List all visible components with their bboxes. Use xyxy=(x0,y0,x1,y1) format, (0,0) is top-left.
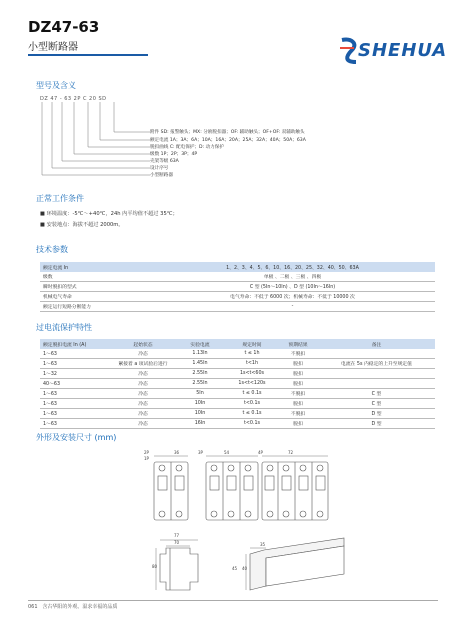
tech-cell: - xyxy=(150,302,435,312)
dim-label: 40 xyxy=(242,566,248,571)
overcurrent-table xyxy=(40,339,435,429)
tech-cell: 机械电气寿命 xyxy=(40,292,150,302)
oc-col-header: 额定脱扣电流 In (A) xyxy=(40,339,112,349)
dim-label: 80 xyxy=(152,564,158,569)
oc-cell: t<0.1s xyxy=(226,419,278,429)
dim-label: 4P xyxy=(258,450,263,455)
oc-cell: C 型 xyxy=(318,389,435,399)
dim-label: 45 xyxy=(232,566,238,571)
condition-text-altitude: 安装地点：海拔不超过 2000m。 xyxy=(46,222,124,228)
table-row xyxy=(40,409,435,419)
oc-cell: 5In xyxy=(174,389,226,399)
oc-cell: 2.55In xyxy=(174,379,226,389)
oc-cell: 1～63 xyxy=(40,399,112,409)
oc-cell: 不脱扣 xyxy=(278,409,318,419)
tech-table-header xyxy=(40,262,435,272)
oc-cell: 不脱扣 xyxy=(278,349,318,359)
oc-cell: 脱扣 xyxy=(278,359,318,369)
oc-cell: 1～63 xyxy=(40,349,112,359)
oc-cell: C 型 xyxy=(318,399,435,409)
oc-cell: 脱扣 xyxy=(278,419,318,429)
oc-col-header: 实验电流 xyxy=(174,339,226,349)
oc-cell: 10In xyxy=(174,409,226,419)
table-row xyxy=(40,359,435,369)
dim-label: 3P xyxy=(198,450,203,455)
tech-cell: C 型 (5In～10In) 、D 型 (10In～16In) xyxy=(150,282,435,292)
logo-text: SHEHUA xyxy=(358,40,448,61)
page-footer xyxy=(28,603,117,610)
oc-cell: 冷态 xyxy=(112,349,174,359)
din-rail-drawing xyxy=(228,530,348,596)
side-view-drawing xyxy=(150,532,210,594)
oc-cell: 脱扣 xyxy=(278,379,318,389)
section-heading-model: 型号及含义 xyxy=(36,81,76,90)
tech-cell: 级数 xyxy=(40,272,150,282)
tech-header-label: 额定电流 In xyxy=(40,262,150,272)
code-desc-trip-curve: 脱扣曲线 C: 配电保护；D: 动力保护 xyxy=(150,145,224,150)
oc-cell: 10In xyxy=(174,399,226,409)
oc-cell: 1.45In xyxy=(174,359,226,369)
table-row xyxy=(40,389,435,399)
oc-cell: D 型 xyxy=(318,419,435,429)
table-row xyxy=(40,369,435,379)
oc-cell: 脱扣 xyxy=(278,369,318,379)
oc-cell: 冷态 xyxy=(112,419,174,429)
table-row xyxy=(40,349,435,359)
code-desc-poles: 级数 1P；2P；3P；4P xyxy=(150,152,198,157)
dim-label: 36 xyxy=(174,450,180,455)
oc-cell: 脱扣 xyxy=(278,399,318,409)
table-row xyxy=(40,302,435,312)
oc-cell: 冷态 xyxy=(112,409,174,419)
front-view-drawings xyxy=(140,448,330,524)
code-desc-design-no: 设计序号 xyxy=(150,166,169,171)
oc-cell: 冷态 xyxy=(112,379,174,389)
section-heading-tech: 技术参数 xyxy=(36,245,68,254)
table-row xyxy=(40,292,435,302)
oc-cell: 1～63 xyxy=(40,359,112,369)
oc-cell xyxy=(318,379,435,389)
model-code-leader-lines xyxy=(40,102,152,178)
oc-cell: 冷态 xyxy=(112,389,174,399)
oc-cell: 冷态 xyxy=(112,369,174,379)
oc-cell: t ≤ 0.1s xyxy=(226,409,278,419)
tech-cell: 电气寿命：不低于 6000 次；机械寿命：不低于 10000 次 xyxy=(150,292,435,302)
title-rule xyxy=(28,54,148,56)
oc-cell xyxy=(318,349,435,359)
oc-cell: 16In xyxy=(174,419,226,429)
dim-label: 70 xyxy=(174,540,180,545)
dim-label: 2P xyxy=(144,450,149,455)
dim-label: 1P xyxy=(144,456,149,461)
condition-text-temp: 环境温度：-5℃～+40℃，24h 内平均值不超过 35℃； xyxy=(46,211,178,217)
code-desc-rated-current: 额定电流 1A；3A；6A；10A；16A；20A；25A；32A；40A；50A；63A xyxy=(150,138,306,143)
page-subtitle: 小型断路器 xyxy=(28,42,78,53)
oc-cell: t ≤ 1h xyxy=(226,349,278,359)
tech-table xyxy=(40,262,435,312)
oc-cell: 1～63 xyxy=(40,389,112,399)
tech-header-value: 1、2、3、4、5、6、10、16、20、25、32、40、50、63A xyxy=(150,262,435,272)
code-desc-accessory: 附件 SD: 报警触头；MX: 分励脱扣器；OF: 辅助触头；OF+OF: 双辅助触头 xyxy=(150,130,305,135)
dim-label: 77 xyxy=(174,533,180,538)
footer-rule xyxy=(28,600,438,601)
condition-item: ■ 安装地点：海拔不超过 2000m。 xyxy=(40,222,124,228)
section-heading-dimensions: 外形及安装尺寸 (mm) xyxy=(36,433,117,442)
oc-col-header: 起始状态 xyxy=(112,339,174,349)
oc-cell xyxy=(318,369,435,379)
table-row xyxy=(40,282,435,292)
oc-cell: t<0.1s xyxy=(226,399,278,409)
oc-cell: 1～63 xyxy=(40,409,112,419)
code-desc-frame: 壳架等级 63A xyxy=(150,159,179,164)
model-code: DZ 47 - 63 2P C 20 SD xyxy=(40,96,107,102)
tech-cell: 瞬时脱扣的型式 xyxy=(40,282,150,292)
oc-cell: 40～63 xyxy=(40,379,112,389)
page-number: 061 xyxy=(28,604,38,610)
dim-label: 54 xyxy=(224,450,230,455)
tech-cell: 额定运行短路分断能力 xyxy=(40,302,150,312)
section-heading-conditions: 正常工作条件 xyxy=(36,194,84,203)
oc-cell: t ≤ 0.1s xyxy=(226,389,278,399)
oc-cell: t<1h xyxy=(226,359,278,369)
oc-cell: 1～32 xyxy=(40,369,112,379)
table-row xyxy=(40,272,435,282)
dim-label: 35 xyxy=(260,542,266,547)
dim-label: 72 xyxy=(288,450,294,455)
overcurrent-table-header xyxy=(40,339,435,349)
oc-cell: 不脱扣 xyxy=(278,389,318,399)
oc-col-header: 备注 xyxy=(318,339,435,349)
oc-cell: 1.13In xyxy=(174,349,226,359)
oc-cell: 1s<t<120s xyxy=(226,379,278,389)
tech-cell: 单极 、二极 、三极 、四极 xyxy=(150,272,435,282)
oc-cell: 冷态 xyxy=(112,399,174,409)
oc-cell: 紧接着 a 项试验后进行 xyxy=(112,359,174,369)
table-row xyxy=(40,399,435,409)
page-title: DZ47-63 xyxy=(28,18,100,36)
oc-col-header: 规定时间 xyxy=(226,339,278,349)
oc-col-header: 预期结果 xyxy=(278,339,318,349)
table-row xyxy=(40,419,435,429)
table-row xyxy=(40,379,435,389)
oc-cell: 2.55In xyxy=(174,369,226,379)
oc-cell: 1s<t<60s xyxy=(226,369,278,379)
oc-cell: 1～63 xyxy=(40,419,112,429)
section-heading-overcurrent: 过电流保护特性 xyxy=(36,323,92,332)
oc-cell: D 型 xyxy=(318,409,435,419)
brand-logo xyxy=(338,34,448,70)
code-desc-product: 小型断路器 xyxy=(150,173,173,178)
oc-cell: 电流在 5s 内稳定的上升至规定值 xyxy=(318,359,435,369)
footer-slogan: 含古华阳的外观、温求幸福的品质 xyxy=(42,604,118,610)
condition-item: ■ 环境温度：-5℃～+40℃，24h 内平均值不超过 35℃； xyxy=(40,211,178,217)
